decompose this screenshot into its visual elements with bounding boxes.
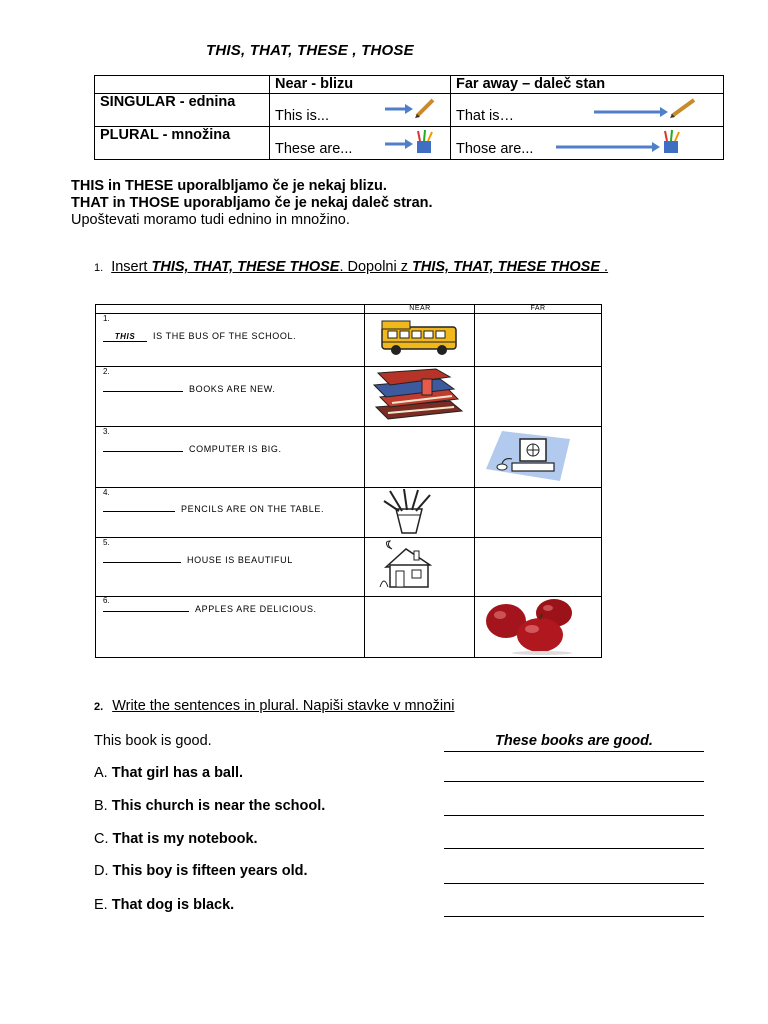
intro-header-far: Far away – daleč stan: [451, 76, 724, 94]
sentence-letter: A.: [94, 765, 108, 781]
sentence-letter: C.: [94, 831, 109, 847]
rule-line-1: THIS in THESE uporalbljamo če je nekaj blizu.: [71, 178, 387, 194]
exercise2-number: 2.: [94, 701, 104, 713]
exercise2-instruction: [94, 698, 454, 714]
item-number: 1.: [103, 314, 110, 323]
rule-line-3: Upoštevati moramo tudi ednino in množino.: [71, 212, 350, 228]
books-stack-icon: [370, 367, 466, 425]
sentence-text: HOUSE IS BEAUTIFUL: [187, 555, 293, 565]
sentence-text: APPLES ARE DELICIOUS.: [195, 604, 317, 614]
sentence-text: That dog is black.: [111, 897, 235, 913]
answer-line-e[interactable]: [444, 916, 704, 917]
row-label-plural: PLURAL - množina: [95, 127, 270, 160]
grammar-rules: [71, 178, 433, 229]
cell-far-plural: [451, 127, 724, 160]
intro-table-header: [95, 76, 724, 94]
sentence-text: BOOKS ARE NEW.: [189, 384, 276, 394]
ex1-words2: THIS, THAT, THESE THOSE: [412, 259, 600, 275]
sentence-c: [94, 831, 258, 847]
sentence-text: COMPUTER IS BIG.: [189, 444, 282, 454]
long-arrow-pencil-cup-icon: [556, 127, 696, 155]
row-divider: [96, 366, 601, 367]
answer-blank[interactable]: [103, 391, 183, 392]
answer-blank[interactable]: THIS: [103, 332, 147, 342]
sentence-text: This church is near the school.: [111, 798, 326, 814]
col-divider: [364, 305, 365, 657]
col-divider: [474, 305, 475, 657]
cell-text: This is...: [275, 108, 329, 124]
sentence-b: [94, 798, 325, 814]
cell-near-plural: [270, 127, 451, 160]
item-number: 2.: [103, 367, 110, 376]
item-sentence: [103, 384, 275, 394]
sentence-e: [94, 897, 234, 913]
cell-text: These are...: [275, 141, 353, 157]
example-answer: These books are good.: [444, 733, 704, 752]
example-sentence: This book is good.: [94, 733, 212, 749]
exercise2-text: Write the sentences in plural. Napiši stavke v množini: [112, 698, 455, 714]
item-number: 6.: [103, 596, 110, 605]
intro-row-plural: [95, 127, 724, 160]
exercise1-table: [95, 304, 602, 658]
ex1-mid: . Dopolni z: [339, 259, 408, 275]
item-sentence: [103, 444, 282, 454]
answer-blank[interactable]: [103, 511, 175, 512]
sentence-letter: B.: [94, 798, 108, 814]
answer-line-a[interactable]: [444, 781, 704, 782]
ex1-insert: [111, 259, 608, 275]
item-number: 5.: [103, 538, 110, 547]
sentence-letter: D.: [94, 863, 109, 879]
pencil-cup-icon: [380, 489, 434, 535]
row-divider: [96, 487, 601, 488]
house-icon: [378, 539, 436, 591]
answer-line-d[interactable]: [444, 883, 704, 884]
intro-header-empty: [95, 76, 270, 94]
worksheet-title: THIS, THAT, THESE , THOSE: [206, 42, 414, 59]
exercise1-instruction: [94, 259, 608, 275]
item-sentence: [103, 555, 293, 565]
exercise1-number: 1.: [94, 262, 104, 274]
apples-icon: [482, 597, 578, 655]
answer-blank[interactable]: [103, 611, 189, 612]
ex1-words1: THIS, THAT, THESE THOSE: [151, 259, 340, 275]
item-number: 3.: [103, 427, 110, 436]
item-sentence: [103, 504, 324, 514]
computer-icon: [482, 429, 574, 485]
sentence-text: IS THE BUS OF THE SCHOOL.: [153, 331, 297, 341]
cell-near-singular: [270, 94, 451, 127]
sentence-d: [94, 863, 308, 879]
sentence-text: This boy is fifteen years old.: [112, 863, 308, 879]
item-sentence: [103, 331, 296, 342]
item-number: 4.: [103, 488, 110, 497]
intro-header-near: Near - blizu: [270, 76, 451, 94]
school-bus-icon: [380, 317, 462, 359]
item-sentence: [103, 604, 317, 614]
arrow-pencil-icon: [385, 96, 437, 118]
ex1-end: .: [600, 259, 609, 275]
sentence-text: That is my notebook.: [112, 831, 258, 847]
sentence-letter: E.: [94, 897, 108, 913]
answer-line-c[interactable]: [444, 848, 704, 849]
sentence-text: PENCILS ARE ON THE TABLE.: [181, 504, 325, 514]
cell-text: Those are...: [456, 141, 534, 157]
col-header-far: FAR: [530, 305, 546, 312]
sentence-text: That girl has a ball.: [111, 765, 244, 781]
row-divider: [96, 313, 601, 314]
answer-blank[interactable]: [103, 451, 183, 452]
cell-text: That is…: [456, 108, 515, 124]
intro-table: [94, 75, 724, 160]
rule-line-2: THAT in THOSE uporabljamo če je nekaj daleč stran.: [71, 195, 433, 211]
col-header-near: NEAR: [409, 305, 431, 312]
row-divider: [96, 537, 601, 538]
arrow-pencil-cup-icon: [385, 129, 437, 155]
ex1-insert-word: Insert: [111, 259, 148, 275]
answer-blank[interactable]: [103, 562, 181, 563]
row-label-singular: SINGULAR - ednina: [95, 94, 270, 127]
cell-far-singular: [451, 94, 724, 127]
intro-row-singular: [95, 94, 724, 127]
answer-line-b[interactable]: [444, 815, 704, 816]
sentence-a: [94, 765, 243, 781]
row-divider: [96, 426, 601, 427]
long-arrow-pencil-icon: [594, 96, 704, 118]
